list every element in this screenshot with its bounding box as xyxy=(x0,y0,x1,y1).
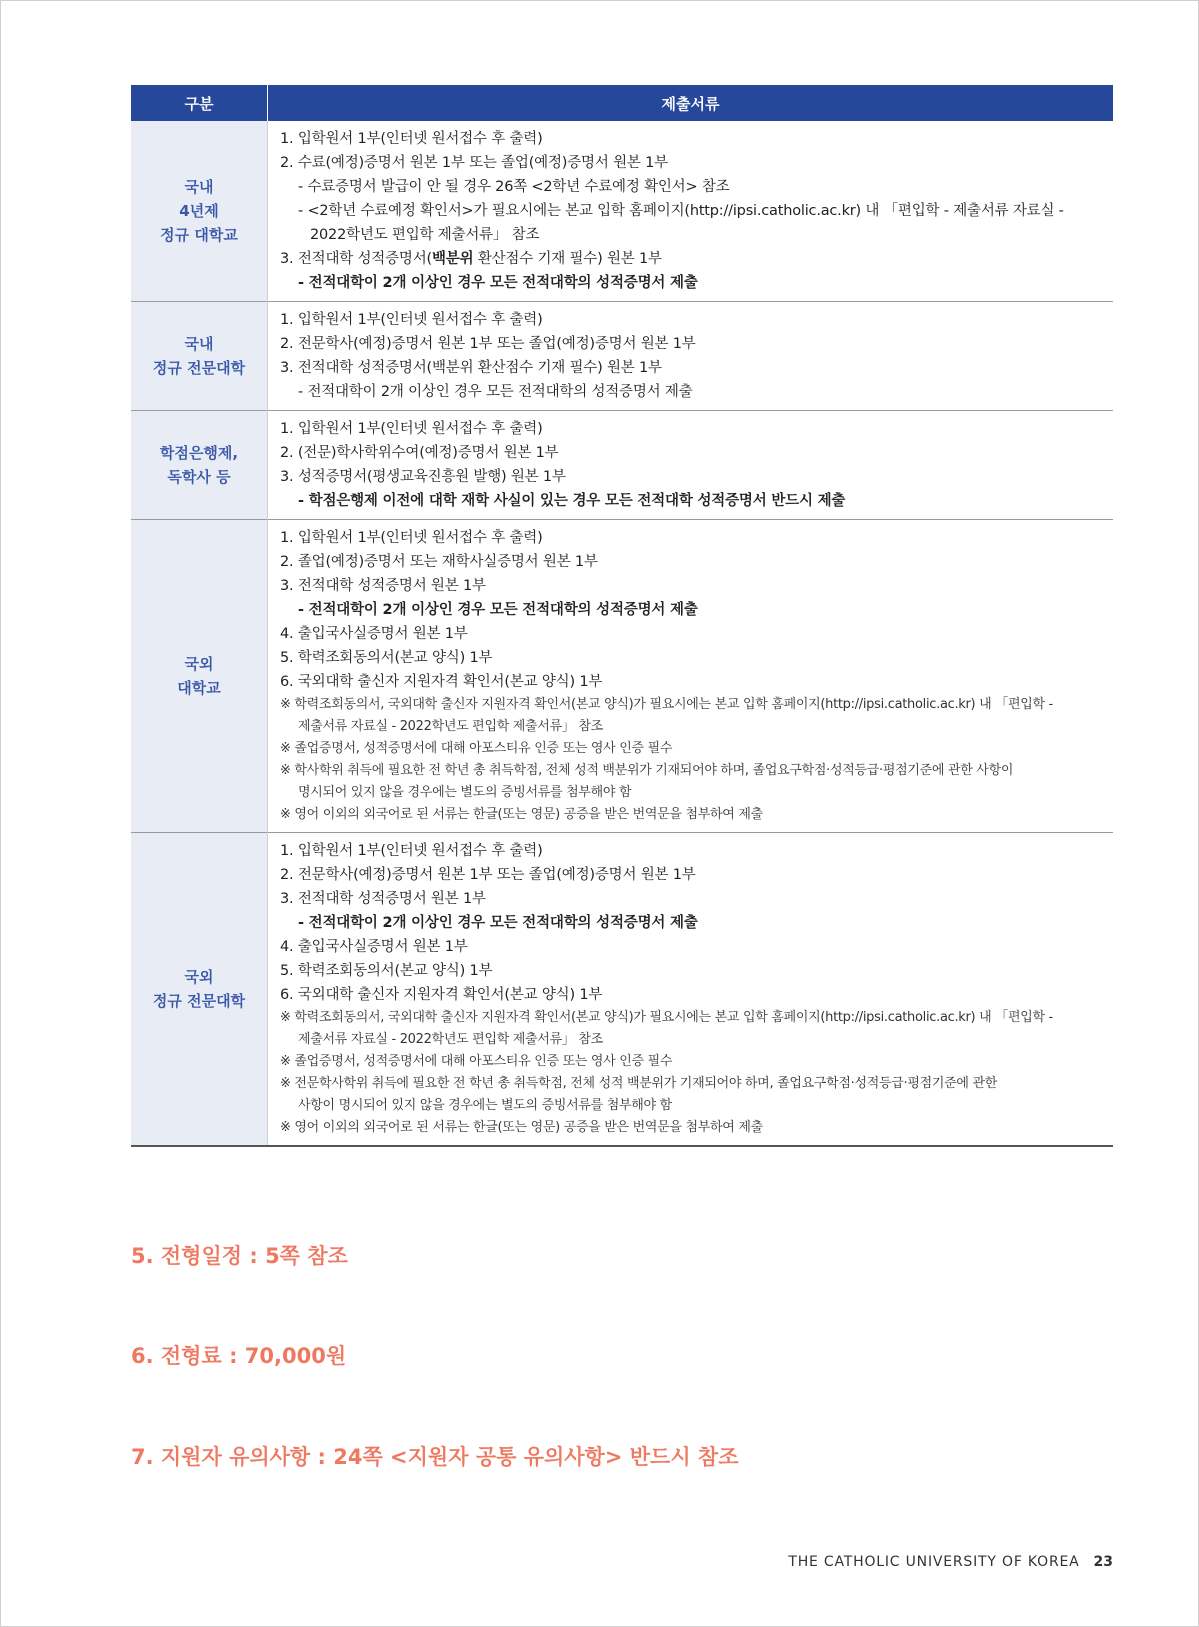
document-item: 1. 입학원서 1부(인터넷 원서접수 후 출력) xyxy=(280,843,543,859)
category-cell xyxy=(131,833,268,1147)
document-item: 4. 출입국사실증명서 원본 1부 xyxy=(280,939,468,955)
item-text: 환산점수 기재 필수) 원본 1부 xyxy=(473,251,662,267)
item-text: 3. 전적대학 성적증명서( xyxy=(280,251,432,267)
table-row xyxy=(131,121,1113,302)
table-row xyxy=(131,302,1113,411)
category-label: 국외 xyxy=(184,655,214,673)
required-documents-table xyxy=(131,85,1113,1147)
category-label: 정규 전문대학 xyxy=(152,992,246,1010)
table-body xyxy=(131,121,1113,1146)
category-label: 학점은행제, xyxy=(159,444,239,462)
footer-university-name: THE CATHOLIC UNIVERSITY OF KOREA xyxy=(788,1554,1080,1570)
table-row xyxy=(131,520,1113,833)
category-label: 정규 전문대학 xyxy=(152,359,246,377)
category-label: 대학교 xyxy=(177,679,221,697)
note-line: 사항이 명시되어 있지 않을 경우에는 별도의 증빙서류를 첨부해야 함 xyxy=(298,1098,672,1113)
category-cell xyxy=(131,121,268,302)
sub-item: - 전적대학이 2개 이상인 경우 모든 전적대학의 성적증명서 제출 xyxy=(298,275,698,291)
sub-item: - 수료증명서 발급이 안 될 경우 26쪽 <2학년 수료예정 확인서> 참조 xyxy=(298,179,730,195)
sub-item: - 전적대학이 2개 이상인 경우 모든 전적대학의 성적증명서 제출 xyxy=(298,384,693,400)
document-item: 1. 입학원서 1부(인터넷 원서접수 후 출력) xyxy=(280,421,543,437)
section-6-fee: 6. 전형료 : 70,000원 xyxy=(131,1344,347,1368)
sub-item: - 전적대학이 2개 이상인 경우 모든 전적대학의 성적증명서 제출 xyxy=(298,602,698,618)
note-line: ※ 영어 이외의 외국어로 된 서류는 한글(또는 영문) 공증을 받은 번역문을 첨부하여 제출 xyxy=(280,1120,763,1135)
documents-cell xyxy=(268,302,1114,411)
document-item: 5. 학력조회동의서(본교 양식) 1부 xyxy=(280,650,493,666)
document-item: 2. 수료(예정)증명서 원본 1부 또는 졸업(예정)증명서 원본 1부 xyxy=(280,155,668,171)
category-label: 국내 xyxy=(184,178,214,196)
note-line: 명시되어 있지 않을 경우에는 별도의 증빙서류를 첨부해야 함 xyxy=(298,785,632,800)
category-label: 국내 xyxy=(184,335,214,353)
table-row xyxy=(131,411,1113,520)
document-item: 2. 전문학사(예정)증명서 원본 1부 또는 졸업(예정)증명서 원본 1부 xyxy=(280,867,696,883)
documents-cell xyxy=(268,121,1114,302)
document-item: 6. 국외대학 출신자 지원자격 확인서(본교 양식) 1부 xyxy=(280,987,603,1003)
note-line: 제출서류 자료실 - 2022학년도 편입학 제출서류」 참조 xyxy=(298,1032,603,1047)
note-line: 제출서류 자료실 - 2022학년도 편입학 제출서류」 참조 xyxy=(298,719,603,734)
note-line: ※ 학력조회동의서, 국외대학 출신자 지원자격 확인서(본교 양식)가 필요시에는 본교 입학 홈페이지(http://ipsi.catholic.ac.kr) 내 「편입학 - xyxy=(280,1010,1053,1025)
category-label: 정규 대학교 xyxy=(160,226,238,244)
document-item: 3. 전적대학 성적증명서(백분위 환산점수 기재 필수) 원본 1부 xyxy=(280,360,662,376)
section-5-schedule: 5. 전형일정 : 5쪽 참조 xyxy=(131,1244,348,1268)
document-item: 6. 국외대학 출신자 지원자격 확인서(본교 양식) 1부 xyxy=(280,674,603,690)
sub-item: - <2학년 수료예정 확인서>가 필요시에는 본교 입학 홈페이지(http://ipsi.catholic.ac.kr) 내 「편입학 - 제출서류 자료실 - xyxy=(298,203,1064,219)
document-item: 1. 입학원서 1부(인터넷 원서접수 후 출력) xyxy=(280,312,543,328)
document-item: 2. (전문)학사학위수여(예정)증명서 원본 1부 xyxy=(280,445,559,461)
document-item: 2. 전문학사(예정)증명서 원본 1부 또는 졸업(예정)증명서 원본 1부 xyxy=(280,336,696,352)
sub-item: - 학점은행제 이전에 대학 재학 사실이 있는 경우 모든 전적대학 성적증명서 반드시 제출 xyxy=(298,493,846,509)
category-label: 독학사 등 xyxy=(167,468,231,486)
document-item: 2. 졸업(예정)증명서 또는 재학사실증명서 원본 1부 xyxy=(280,554,598,570)
note-line: ※ 졸업증명서, 성적증명서에 대해 아포스티유 인증 또는 영사 인증 필수 xyxy=(280,1054,673,1069)
table-header-row xyxy=(131,85,1113,121)
emphasis-text: 백분위 xyxy=(431,251,474,267)
section-7-notes: 7. 지원자 유의사항 : 24쪽 <지원자 공통 유의사항> 반드시 참조 xyxy=(131,1445,739,1469)
category-cell xyxy=(131,520,268,833)
document-item xyxy=(280,247,1103,271)
document-item: 1. 입학원서 1부(인터넷 원서접수 후 출력) xyxy=(280,530,543,546)
note-line: ※ 졸업증명서, 성적증명서에 대해 아포스티유 인증 또는 영사 인증 필수 xyxy=(280,741,673,756)
category-label: 국외 xyxy=(184,968,214,986)
category-cell xyxy=(131,411,268,520)
table-row xyxy=(131,833,1113,1147)
documents-cell xyxy=(268,833,1114,1147)
sub-item: 2022학년도 편입학 제출서류」 참조 xyxy=(310,227,540,243)
document-item: 4. 출입국사실증명서 원본 1부 xyxy=(280,626,468,642)
document-item: 3. 전적대학 성적증명서 원본 1부 xyxy=(280,578,486,594)
note-line: ※ 전문학사학위 취득에 필요한 전 학년 총 취득학점, 전체 성적 백분위가 기재되어야 하며, 졸업요구학점·성적등급·평점기준에 관한 xyxy=(280,1076,997,1091)
header-category: 구분 xyxy=(131,85,268,121)
document-item: 5. 학력조회동의서(본교 양식) 1부 xyxy=(280,963,493,979)
sub-item: - 전적대학이 2개 이상인 경우 모든 전적대학의 성적증명서 제출 xyxy=(298,915,698,931)
document-item: 3. 전적대학 성적증명서 원본 1부 xyxy=(280,891,486,907)
category-label: 4년제 xyxy=(179,202,219,220)
documents-cell xyxy=(268,520,1114,833)
category-cell xyxy=(131,302,268,411)
page-number: 23 xyxy=(1093,1554,1113,1570)
header-documents: 제출서류 xyxy=(268,85,1114,121)
page-footer xyxy=(788,1554,1113,1570)
document-item: 3. 성적증명서(평생교육진흥원 발행) 원본 1부 xyxy=(280,469,566,485)
note-line: ※ 학사학위 취득에 필요한 전 학년 총 취득학점, 전체 성적 백분위가 기재되어야 하며, 졸업요구학점·성적등급·평점기준에 관한 사항이 xyxy=(280,763,1014,778)
note-line: ※ 학력조회동의서, 국외대학 출신자 지원자격 확인서(본교 양식)가 필요시에는 본교 입학 홈페이지(http://ipsi.catholic.ac.kr) 내 「편입학 - xyxy=(280,697,1053,712)
note-line: ※ 영어 이외의 외국어로 된 서류는 한글(또는 영문) 공증을 받은 번역문을 첨부하여 제출 xyxy=(280,807,763,822)
document-item: 1. 입학원서 1부(인터넷 원서접수 후 출력) xyxy=(280,131,543,147)
documents-cell xyxy=(268,411,1114,520)
